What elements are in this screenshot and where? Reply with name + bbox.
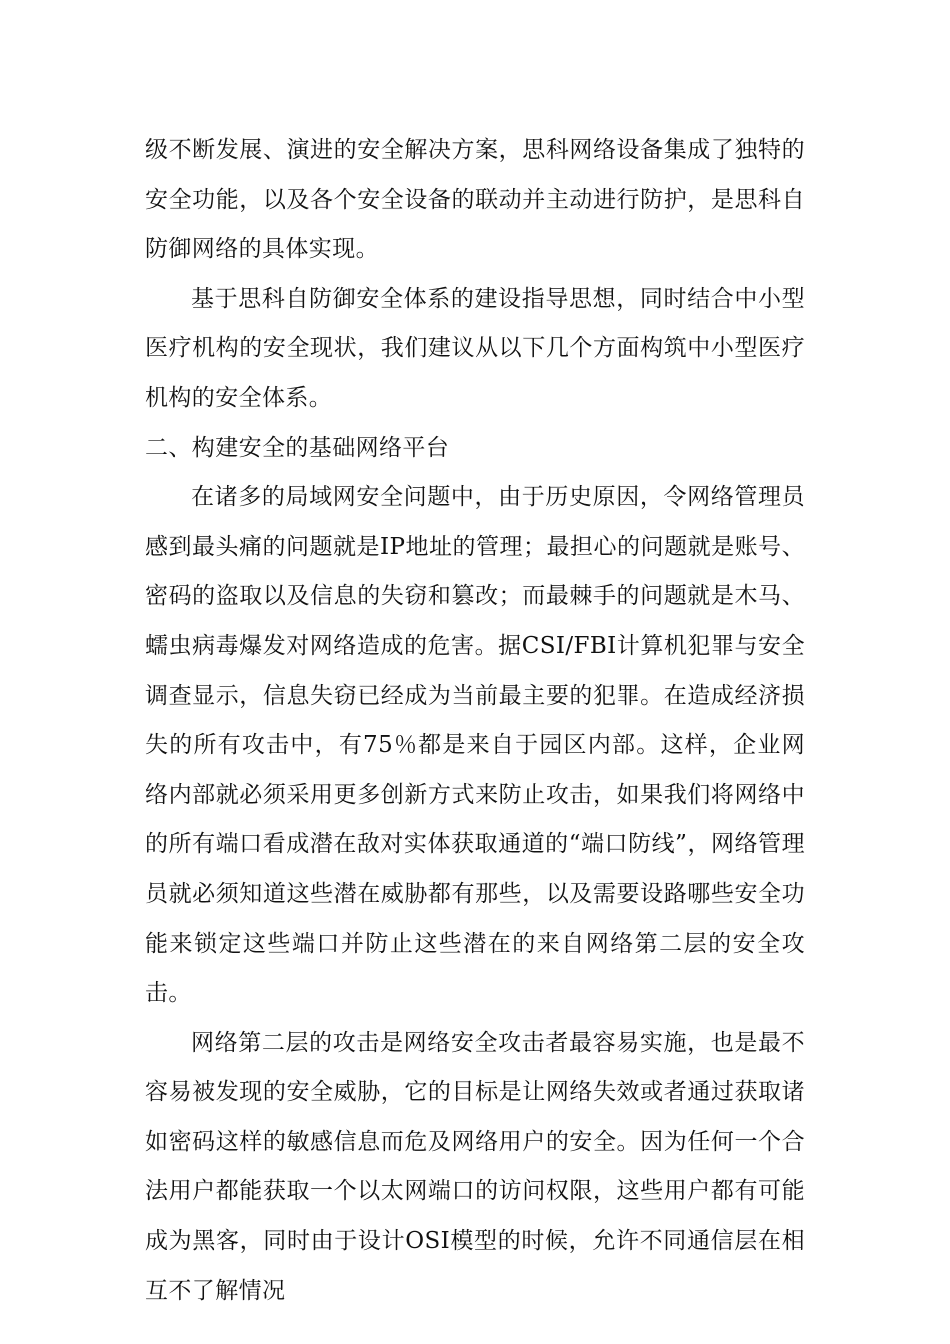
document-body: [145, 126, 805, 1316]
paragraph-security-system: 基于思科自防御安全体系的建设指导思想，同时结合中小型医疗机构的安全现状，我们建议从以下几个方面构筑中小型医疗机构的安全体系。: [145, 285, 805, 411]
paragraph-continuation: 级不断发展、演进的安全解决方案，思科网络设备集成了独特的安全功能，以及各个安全设备的联动并主动进行防护，是思科自防御网络的具体实现。: [145, 137, 805, 263]
section-heading: 二、构建安全的基础网络平台: [145, 434, 450, 461]
paragraph-lan-security: 在诸多的局域网安全问题中，由于历史原因，令网络管理员感到最头痛的问题就是IP地址的管理；最担心的问题就是账号、密码的盗取以及信息的失窃和篡改；而最棘手的问题就是木马、蠕虫病毒爆发对网络造成的危害。据CSI/FBI计算机犯罪与安全调查显示，信息失窃已经成为当前最主要的犯罪。在造成经济损失的所有攻击中，有75％都是来自于园区内部。这样，企业网络内部就必须采用更多创新方式来防止攻击，如果我们将网络中的所有端口看成潜在敌对实体获取通道的“端口防线”，网络管理员就必须知道这些潜在威胁都有那些，以及需要设路哪些安全功能来锁定这些端口并防止这些潜在的来自网络第二层的安全攻击。: [145, 484, 805, 1007]
paragraph-layer2-attacks: 网络第二层的攻击是网络安全攻击者最容易实施，也是最不容易被发现的安全威胁，它的目标是让网络失效或者通过获取诸如密码这样的敏感信息而危及网络用户的安全。因为任何一个合法用户都能获取一个以太网端口的访问权限，这些用户都有可能成为黑客，同时由于设计OSI模型的时候，允许不同通信层在相互不了解情况: [145, 1029, 805, 1304]
